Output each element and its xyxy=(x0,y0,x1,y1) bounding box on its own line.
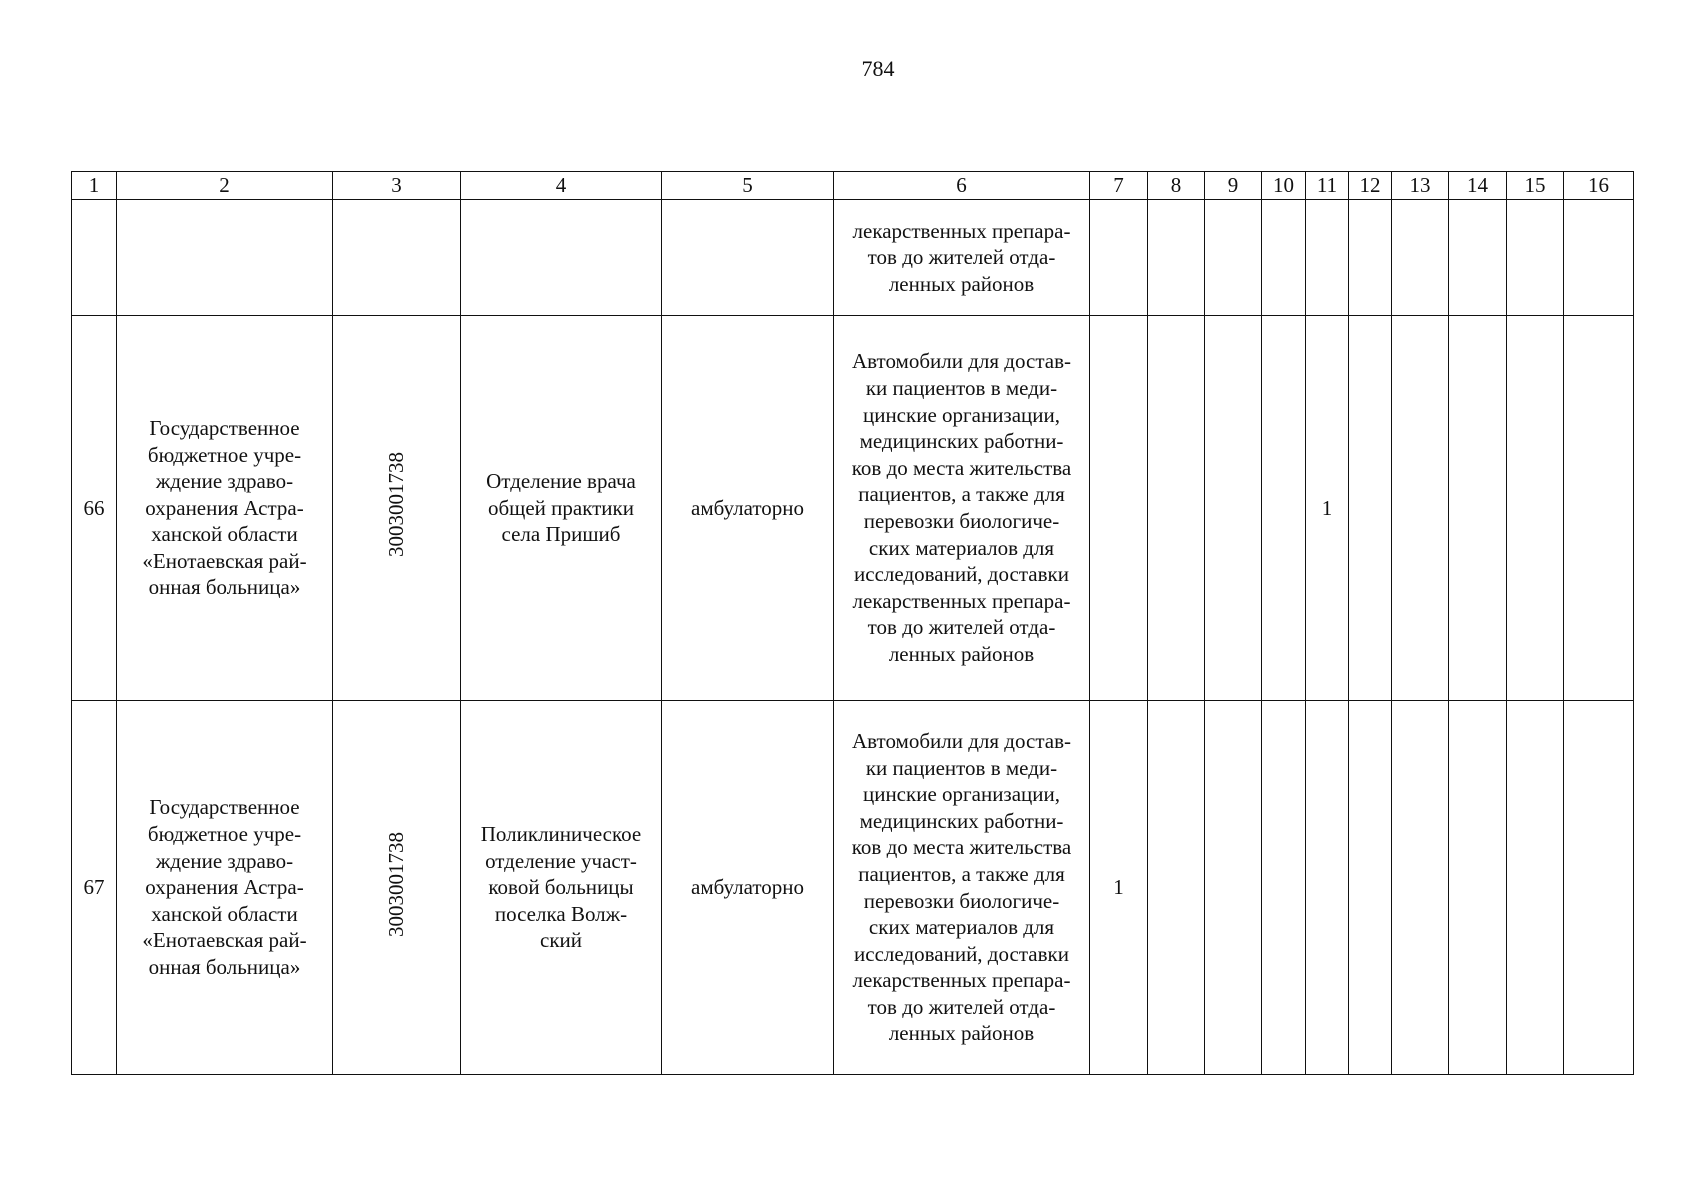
column-header: 10 xyxy=(1262,172,1306,200)
cell-col7: 1 xyxy=(1090,701,1148,1075)
column-header: 12 xyxy=(1349,172,1392,200)
cell-purpose: Автомобили для достав- ки пациентов в меди- цинские организации, медицинских работни- ков до места жительства пациентов, а также для перевозки биологиче- ских материалов для исследований, доставки лекарственных препара- тов до жителей отда- ленных районов xyxy=(834,701,1090,1075)
cell-empty xyxy=(1392,200,1449,316)
inn-text: 3003001738 xyxy=(384,831,409,937)
cell-empty xyxy=(1148,200,1205,316)
column-header: 14 xyxy=(1449,172,1507,200)
cell-col14 xyxy=(1449,701,1507,1075)
cell-empty xyxy=(1449,200,1507,316)
column-header: 11 xyxy=(1306,172,1349,200)
column-header: 3 xyxy=(333,172,461,200)
cell-empty xyxy=(1262,200,1306,316)
cell-empty xyxy=(72,200,117,316)
data-table xyxy=(71,171,1634,1075)
cell-empty xyxy=(1564,200,1634,316)
cell-col12 xyxy=(1349,316,1392,701)
column-header: 5 xyxy=(662,172,834,200)
column-header: 2 xyxy=(117,172,333,200)
table-header-row xyxy=(72,172,1634,200)
column-header: 6 xyxy=(834,172,1090,200)
cell-col11: 1 xyxy=(1306,316,1349,701)
column-header: 9 xyxy=(1205,172,1262,200)
cell-unit: Поликлиническое отделение участ- ковой больницы поселка Волж- ский xyxy=(461,701,662,1075)
cell-col12 xyxy=(1349,701,1392,1075)
inn-text: 3003001738 xyxy=(384,452,409,558)
cell-col9 xyxy=(1205,701,1262,1075)
cell-col13 xyxy=(1392,316,1449,701)
table-row xyxy=(72,701,1634,1075)
cell-empty xyxy=(117,200,333,316)
cell-col9 xyxy=(1205,316,1262,701)
cell-inn xyxy=(333,701,461,1075)
cell-col16 xyxy=(1564,316,1634,701)
cell-col7 xyxy=(1090,316,1148,701)
cell-col11 xyxy=(1306,701,1349,1075)
cell-row-number: 67 xyxy=(72,701,117,1075)
cell-col16 xyxy=(1564,701,1634,1075)
cell-empty xyxy=(461,200,662,316)
cell-unit: Отделение врача общей практики села Пришиб xyxy=(461,316,662,701)
column-header: 1 xyxy=(72,172,117,200)
cell-row-number: 66 xyxy=(72,316,117,701)
cell-inn xyxy=(333,316,461,701)
column-header: 15 xyxy=(1507,172,1564,200)
cell-col15 xyxy=(1507,701,1564,1075)
cell-col10 xyxy=(1262,316,1306,701)
cell-empty xyxy=(1507,200,1564,316)
cell-col14 xyxy=(1449,316,1507,701)
column-header: 16 xyxy=(1564,172,1634,200)
cell-mode: амбулаторно xyxy=(662,316,834,701)
cell-purpose: лекарственных препара- тов до жителей отда- ленных районов xyxy=(834,200,1090,316)
column-header: 7 xyxy=(1090,172,1148,200)
table-row xyxy=(72,316,1634,701)
table-row-continuation xyxy=(72,200,1634,316)
cell-col13 xyxy=(1392,701,1449,1075)
cell-empty xyxy=(1090,200,1148,316)
page-number: 784 xyxy=(861,56,895,81)
cell-empty xyxy=(662,200,834,316)
cell-organization: Государственное бюджетное учре- ждение здраво- охранения Астра- ханской области «Енотаевская рай- онная больница» xyxy=(117,316,333,701)
cell-empty xyxy=(1306,200,1349,316)
cell-empty xyxy=(1205,200,1262,316)
cell-col15 xyxy=(1507,316,1564,701)
cell-col10 xyxy=(1262,701,1306,1075)
column-header: 8 xyxy=(1148,172,1205,200)
cell-col8 xyxy=(1148,701,1205,1075)
cell-empty xyxy=(1349,200,1392,316)
column-header: 4 xyxy=(461,172,662,200)
cell-purpose: Автомобили для достав- ки пациентов в меди- цинские организации, медицинских работни- ков до места жительства пациентов, а также для перевозки биологиче- ских материалов для исследований, доставки лекарственных препара- тов до жителей отда- ленных районов xyxy=(834,316,1090,701)
cell-mode: амбулаторно xyxy=(662,701,834,1075)
cell-empty xyxy=(333,200,461,316)
cell-organization: Государственное бюджетное учре- ждение здраво- охранения Астра- ханской области «Енотаевская рай- онная больница» xyxy=(117,701,333,1075)
column-header: 13 xyxy=(1392,172,1449,200)
cell-col8 xyxy=(1148,316,1205,701)
